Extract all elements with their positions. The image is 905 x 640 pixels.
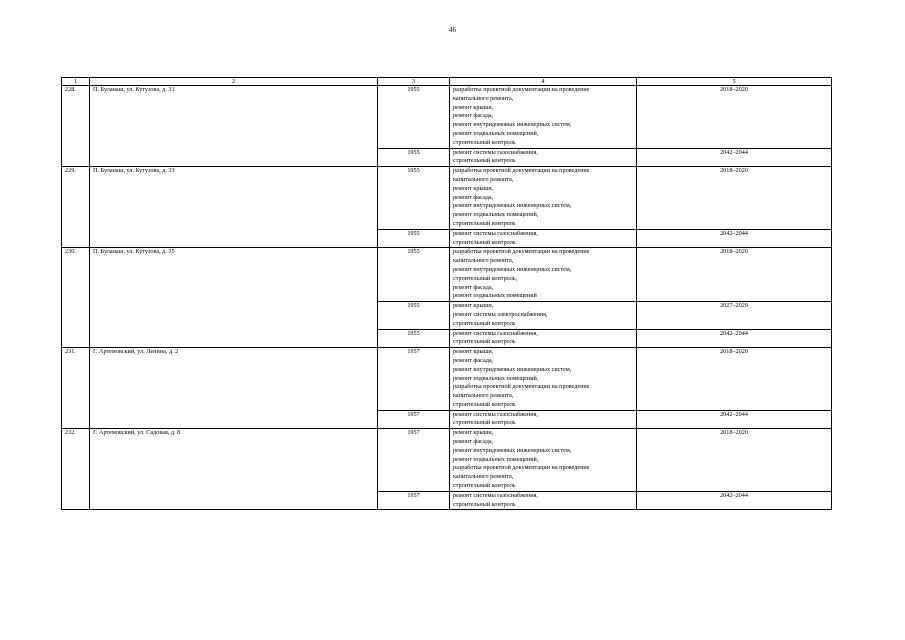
work-item: ремонт внутридомовых инженерных систем, [453, 446, 572, 454]
year-cell: 1957 [378, 491, 450, 510]
address-cell: Г. Артемовский, ул. Садовая, д. 8 [90, 429, 378, 510]
work-item: ремонт внутридомовых инженерных систем, [453, 121, 572, 129]
work-item: разработка проектной документации на проведение [453, 248, 590, 256]
work-item: ремонт системы газоснабжения, [453, 229, 538, 237]
work-item: разработка проектной документации на проведение [453, 383, 590, 391]
works-cell [450, 167, 637, 230]
year-cell: 1955 [378, 167, 450, 230]
column-header: 3 [378, 78, 450, 86]
work-item: разработка проектной документации на проведение [453, 167, 590, 175]
work-item: строительный контроль [453, 319, 516, 327]
work-item: ремонт подвальных помещений [453, 292, 537, 300]
address-cell: Г. Артемовский, ул. Ленина, д. 2 [90, 348, 378, 429]
work-item: капитального ремонта, [453, 257, 514, 265]
work-item: ремонт крыши, [453, 184, 494, 192]
work-item: капитального ремонта, [453, 392, 514, 400]
year-cell: 1955 [378, 302, 450, 329]
row-number: 230. [62, 248, 90, 348]
work-item: строительный контроль [453, 219, 516, 227]
row-number: 231. [62, 348, 90, 429]
period-cell: 2018–2020 [637, 429, 832, 492]
row-number: 228. [62, 86, 90, 167]
year-cell: 1955 [378, 248, 450, 302]
work-item: ремонт фасада, [453, 356, 494, 364]
period-cell: 2042–2044 [637, 491, 832, 510]
address-cell: П. Буланаш, ул. Кутузова, д. 35 [90, 248, 378, 348]
work-item: ремонт подвальных помещений, [453, 129, 539, 137]
works-cell [450, 302, 637, 329]
work-item: ремонт фасада, [453, 193, 494, 201]
work-item: ремонт фасада, [453, 283, 494, 291]
table-row [62, 348, 832, 411]
work-item: строительный контроль [453, 400, 516, 408]
work-item: строительный контроль [453, 238, 516, 246]
work-item: ремонт подвальных помещений, [453, 211, 539, 219]
page-number: 46 [449, 26, 456, 34]
column-header: 2 [90, 78, 378, 86]
year-cell: 1957 [378, 429, 450, 492]
period-cell: 2018–2020 [637, 248, 832, 302]
row-number: 229. [62, 167, 90, 248]
period-cell: 2042–2044 [637, 410, 832, 429]
row-number: 232. [62, 429, 90, 510]
works-cell [450, 148, 637, 167]
work-item: ремонт фасада, [453, 112, 494, 120]
work-item: ремонт системы газоснабжения, [453, 329, 538, 337]
work-item: ремонт внутридомовых инженерных систем, [453, 265, 572, 273]
year-cell: 1955 [378, 329, 450, 348]
work-item: строительный контроль [453, 500, 516, 508]
address-cell: П. Буланаш, ул. Кутузова, д. 31 [90, 86, 378, 167]
work-item: ремонт крыши, [453, 429, 494, 437]
work-item: ремонт крыши, [453, 103, 494, 111]
repair-schedule-table [61, 77, 832, 510]
period-cell: 2042–2044 [637, 329, 832, 348]
work-item: строительный контроль, [453, 274, 518, 282]
year-cell: 1955 [378, 86, 450, 149]
table-row [62, 429, 832, 492]
works-cell [450, 86, 637, 149]
header-row [62, 78, 832, 86]
works-cell [450, 348, 637, 411]
period-cell: 2027–2029 [637, 302, 832, 329]
period-cell: 2018–2020 [637, 348, 832, 411]
work-item: строительный контроль [453, 138, 516, 146]
works-cell [450, 410, 637, 429]
work-item: разработка проектной документации на проведение [453, 86, 590, 93]
address-cell: П. Буланаш, ул. Кутузова, д. 33 [90, 167, 378, 248]
table-row [62, 86, 832, 149]
period-cell: 2042–2044 [637, 148, 832, 167]
works-cell [450, 248, 637, 302]
work-item: ремонт системы газоснабжения, [453, 148, 538, 156]
year-cell: 1957 [378, 348, 450, 411]
work-item: строительный контроль [453, 338, 516, 346]
work-item: капитального ремонта, [453, 94, 514, 102]
year-cell: 1955 [378, 229, 450, 248]
work-item: разработка проектной документации на проведение [453, 464, 590, 472]
work-item: ремонт системы электроснабжения, [453, 310, 548, 318]
work-item: капитального ремонта, [453, 473, 514, 481]
period-cell: 2018–2020 [637, 86, 832, 149]
period-cell: 2042–2044 [637, 229, 832, 248]
table-row [62, 248, 832, 302]
work-item: ремонт подвальных помещений, [453, 374, 539, 382]
work-item: ремонт внутридомовых инженерных систем, [453, 202, 572, 210]
works-cell [450, 329, 637, 348]
work-item: ремонт системы газоснабжения, [453, 410, 538, 418]
work-item: ремонт крыши, [453, 348, 494, 356]
work-item: капитального ремонта, [453, 175, 514, 183]
work-item: ремонт фасада, [453, 438, 494, 446]
year-cell: 1955 [378, 148, 450, 167]
column-header: 4 [450, 78, 637, 86]
work-item: ремонт крыши, [453, 302, 494, 310]
works-cell [450, 429, 637, 492]
works-cell [450, 229, 637, 248]
work-item: ремонт системы газоснабжения, [453, 491, 538, 499]
work-item: строительный контроль [453, 419, 516, 427]
column-header: 5 [637, 78, 832, 86]
year-cell: 1957 [378, 410, 450, 429]
table-row [62, 167, 832, 230]
work-item: строительный контроль [453, 482, 516, 490]
period-cell: 2018–2020 [637, 167, 832, 230]
column-header: 1 [62, 78, 90, 86]
works-cell [450, 491, 637, 510]
work-item: ремонт подвальных помещений, [453, 455, 539, 463]
work-item: строительный контроль [453, 157, 516, 165]
work-item: ремонт внутридомовых инженерных систем, [453, 365, 572, 373]
